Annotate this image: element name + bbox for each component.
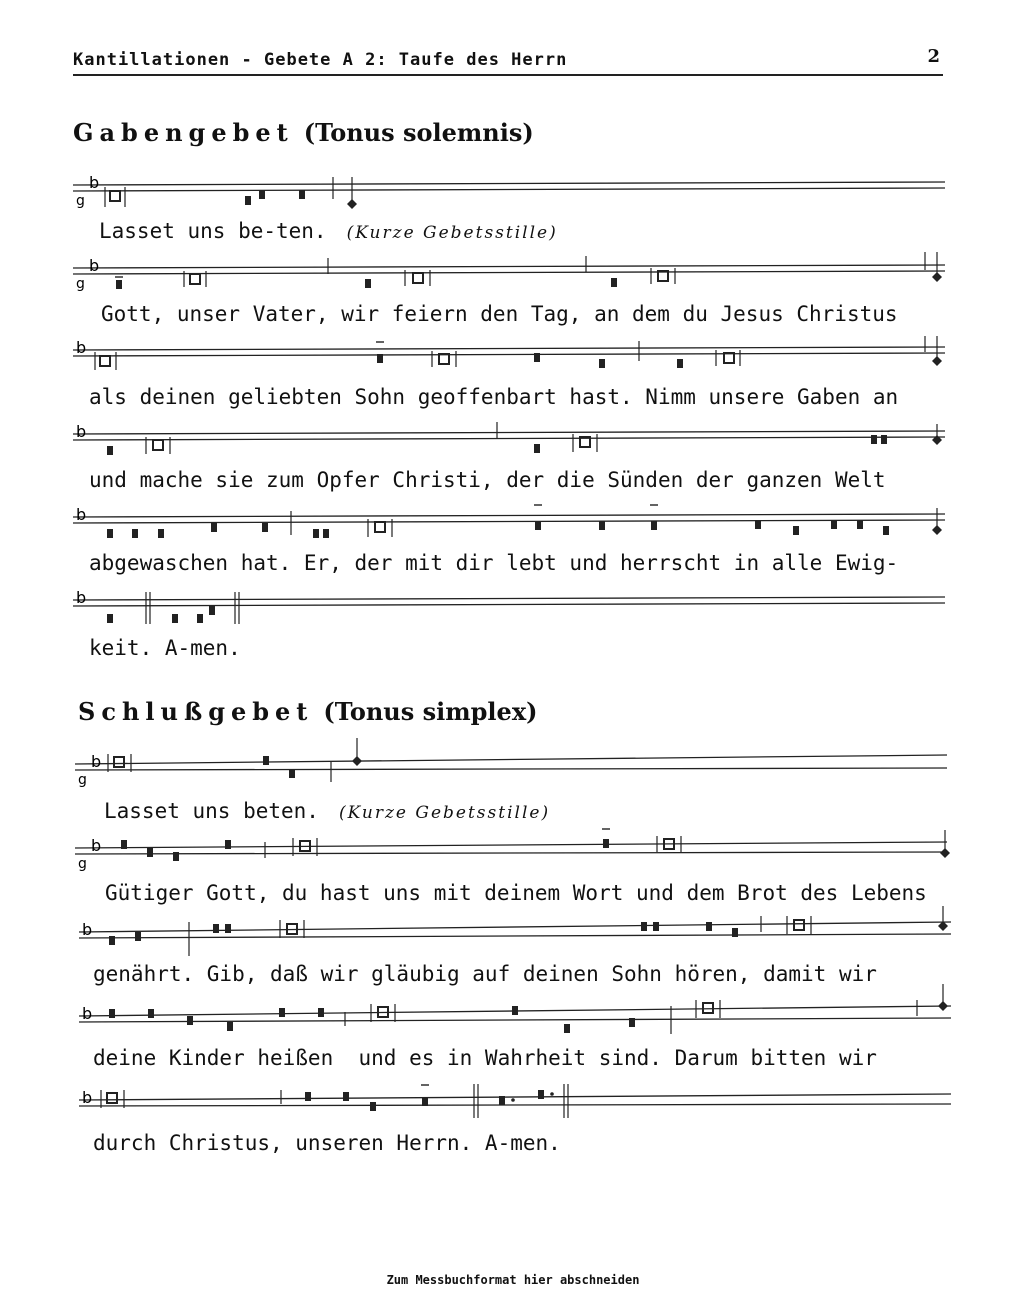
- svg-text:b: b: [89, 256, 100, 275]
- svg-text:g: g: [76, 193, 85, 209]
- lyric-line: abgewaschen hat. Er, der mit dir lebt und herrscht in alle Ewig-: [89, 551, 899, 575]
- lyric-line: Gott, unser Vater, wir feiern den Tag, an dem du Jesus Christus: [101, 302, 898, 326]
- staff-10: [79, 1004, 959, 1044]
- svg-text:b: b: [76, 505, 87, 524]
- lyric-line: keit. A-men.: [89, 636, 241, 660]
- staff-7: [75, 752, 955, 792]
- lyric-line: [104, 799, 550, 823]
- section-title: Gabengebet: [73, 118, 294, 147]
- svg-text:b: b: [82, 920, 93, 939]
- footer-cut-note: Zum Messbuchformat hier abschneiden: [386, 1273, 640, 1287]
- lyric-note: (Kurze Gebetsstille): [346, 223, 558, 243]
- staff-6: [73, 588, 953, 628]
- svg-text:b: b: [76, 588, 87, 607]
- svg-text:g: g: [78, 772, 87, 788]
- lyric-line: genährt. Gib, daß wir gläubig auf deinen Sohn hören, damit wir: [93, 962, 877, 986]
- svg-text:g: g: [78, 856, 87, 872]
- staff-11: [79, 1088, 959, 1128]
- staff-9: [79, 920, 959, 960]
- lyric-text: Lasset uns beten.: [104, 799, 319, 823]
- svg-text:b: b: [82, 1004, 93, 1023]
- lyric-note: (Kurze Gebetsstille): [338, 803, 551, 823]
- staff-3: [73, 338, 953, 378]
- svg-text:g: g: [76, 276, 85, 292]
- lyric-line: als deinen geliebten Sohn geoffenbart hast. Nimm unsere Gaben an: [89, 385, 899, 409]
- page-number: 2: [927, 46, 941, 67]
- page-header: [73, 46, 943, 76]
- lyric-line: Gütiger Gott, du hast uns mit deinem Wort und dem Brot des Lebens: [105, 881, 927, 905]
- staff-4: [73, 422, 953, 462]
- section-heading-gabengebet: [73, 118, 534, 147]
- staff-2: [73, 256, 953, 296]
- svg-text:b: b: [91, 836, 102, 855]
- section-tone: (Tonus simplex): [323, 697, 538, 726]
- svg-text:b: b: [76, 338, 87, 357]
- lyric-line: und mache sie zum Opfer Christi, der die Sünden der ganzen Welt: [89, 468, 886, 492]
- svg-text:b: b: [89, 173, 100, 192]
- section-tone: (Tonus solemnis): [303, 118, 534, 147]
- section-title: Schlußgebet: [78, 697, 314, 726]
- lyric-line: durch Christus, unseren Herrn. A-men.: [93, 1131, 561, 1155]
- lyric-text: Lasset uns be-ten.: [99, 219, 327, 243]
- header-title: Kantillationen - Gebete A 2: Taufe des Herrn: [73, 50, 568, 70]
- svg-text:b: b: [91, 752, 102, 771]
- staff-1: [73, 173, 953, 213]
- svg-text:b: b: [76, 422, 87, 441]
- staff-5: [73, 505, 953, 545]
- staff-8: [75, 836, 955, 876]
- lyric-line: [99, 219, 558, 243]
- lyric-line: deine Kinder heißen und es in Wahrheit sind. Darum bitten wir: [93, 1046, 877, 1070]
- svg-text:b: b: [82, 1088, 93, 1107]
- section-heading-schlussgebet: [78, 697, 537, 726]
